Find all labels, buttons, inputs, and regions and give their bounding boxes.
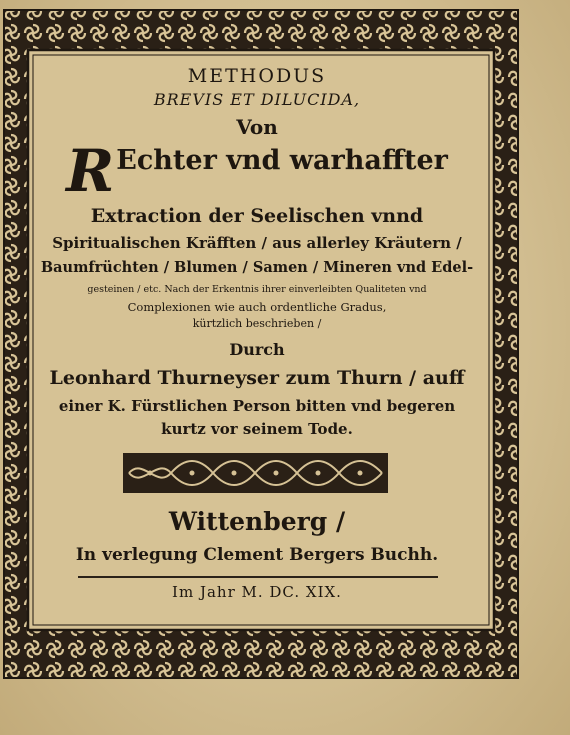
dropcap-r: R	[66, 137, 115, 205]
title-von: Von	[236, 115, 278, 139]
title-main-line	[33, 137, 481, 205]
text-extraction: Extraction der Seelischen vnnd	[90, 205, 424, 227]
printers-ornament	[123, 453, 388, 493]
text-year: Im Jahr M. DC. XIX.	[172, 583, 342, 601]
title-page-text	[33, 55, 481, 615]
text-fuerstlichen: einer K. Fürstlichen Person bitten vnd begeren	[58, 397, 456, 415]
text-baumfruechten: Baumfrüchten / Blumen / Samen / Mineren vnd Edel-	[40, 259, 474, 276]
text-publisher: In verlegung Clement Bergers Buchh.	[75, 545, 439, 565]
title-brevis: BREVIS ET DILUCIDA,	[153, 90, 361, 109]
title-methodus: METHODUS	[187, 65, 327, 87]
text-gesteinen: gesteinen / etc. Nach der Erkentnis ihrer einverleibten Qualiteten vnd	[87, 284, 427, 295]
text-complexionen: Complexionen wie auch ordentliche Gradus,	[127, 300, 387, 314]
text-kuertzlich: kürtzlich beschrieben /	[192, 317, 322, 330]
text-spiritualischen: Spiritualischen Kräfften / aus allerley Kräutern /	[52, 234, 462, 252]
title-echter: Echter vnd warhaffter	[116, 145, 448, 176]
text-kurtz: kurtz vor seinem Tode.	[161, 420, 353, 438]
text-durch: Durch	[229, 340, 285, 359]
text-author: Leonhard Thurneyser zum Thurn / auff	[49, 367, 465, 389]
separator-rule	[78, 576, 438, 578]
text-place: Wittenberg /	[168, 507, 346, 536]
